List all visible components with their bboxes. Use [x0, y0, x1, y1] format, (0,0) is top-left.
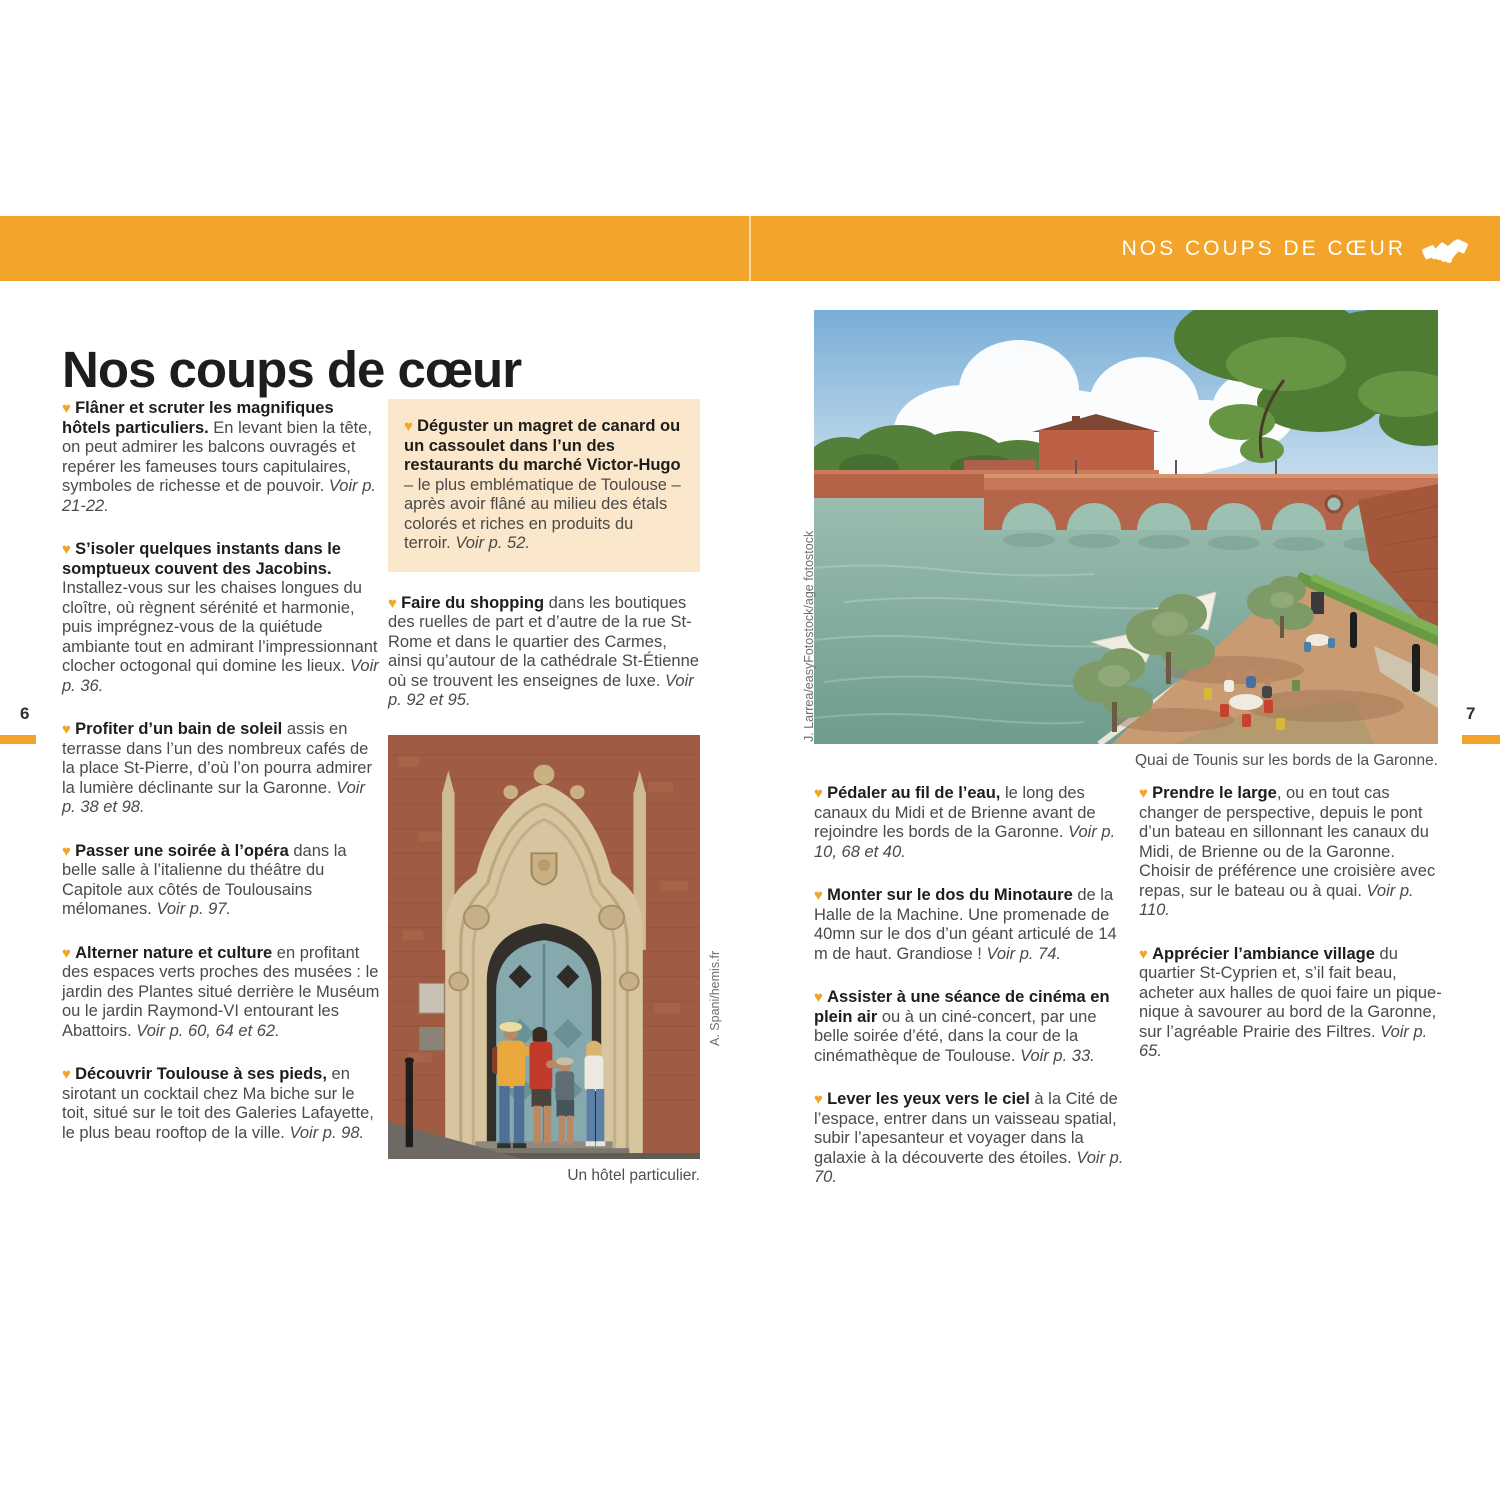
feature-item: ♥ Apprécier l’ambiance village du quartier St-Cyprien et, s’il fait beau, acheter aux halles de quoi faire un pique-nique à savourer au bord de la Garonne, sur l’agréable Prairie des Filtres. Voir p. 65.: [1139, 944, 1442, 1060]
feature-item: ♥ Pédaler au fil de l’eau, le long des canaux du Midi et de Brienne avant de rejoindre les bords de la Garonne. Voir p. 10, 68 et 40.: [814, 784, 1116, 861]
heart-icon: ♥: [62, 944, 76, 962]
feature-item: ♥ Monter sur le dos du Minotaure de la Halle de la Machine. Une promenade de 40mn sur le dos d’un géant articulé de 14 m de haut. Grandiose ! Voir p. 74.: [814, 886, 1117, 963]
page-number-left: 6: [20, 704, 30, 723]
right-column-1: [814, 784, 1124, 1212]
feature-item: ♥ Déguster un magret de canard ou un cassoulet dans l’un des restaurants du marché Victor-Hugo – le plus emblématique de Toulouse – après avoir flâné au milieu des étals colorés et riches en produits du terroir. Voir p. 52.: [404, 417, 681, 552]
heart-icon: ♥: [814, 989, 828, 1006]
highlight-box: [388, 399, 700, 572]
middle-column-text: [388, 594, 700, 711]
feature-item: ♥ Faire du shopping dans les boutiques des ruelles de part et d’autre de la rue St-Rome et dans le quartier des Carmes, ainsi qu’autour de la cathédrale St-Étienne où se trouvent les enseignes de luxe. Voir p. 92 et 95.: [388, 593, 699, 709]
feature-item: ♥ Passer une soirée à l’opéra dans la belle salle à l’italienne du théâtre du Capitole aux côtés de Toulousains mélomanes. Voir p. 97.: [62, 841, 347, 918]
photo-caption: Quai de Tounis sur les bords de la Garonne.: [1134, 752, 1438, 769]
heart-icon: ♥: [62, 541, 76, 558]
heart-icon: ♥: [814, 785, 828, 802]
heart-icon: ♥: [814, 887, 828, 904]
feature-item: ♥ Profiter d’un bain de soleil assis en terrasse dans l’un des nombreux cafés de la place St-Pierre, d’où l’on pourra admirer la lumière déclinante sur la Garonne. Voir p. 38 et 98.: [62, 720, 372, 816]
garonne-quai-photo: [814, 310, 1438, 744]
hotel-particulier-photo: [388, 735, 700, 1159]
heart-icon: ♥: [1139, 945, 1153, 963]
feature-item: ♥ Alterner nature et culture en profitant des espaces verts proches des musées : le jardin des Plantes situé derrière le Muséum ou le jardin Raymond-VI entourant les Abattoirs. Voir p. 60, 64 et 62.: [62, 943, 380, 1040]
photo-caption: Un hôtel particulier.: [567, 1166, 700, 1184]
heart-icon: ♥: [62, 721, 76, 738]
right-column-2: [1139, 784, 1449, 1086]
heart-icon: ♥: [62, 400, 76, 417]
photo-credit: A. Spani/hemis.fr: [708, 950, 722, 1046]
feature-item: ♥ Prendre le large, ou en tout cas changer de perspective, depuis le pont d’un bateau en sillonnant les canaux du Midi, de Brienne ou de la Garonne. Choisir de préférence une croisière avec repas, sur le bateau ou à quai. Voir p. 110.: [1139, 784, 1436, 919]
heart-icon: ♥: [388, 594, 402, 612]
banner-title: NOS COUPS DE CŒUR: [1121, 236, 1406, 260]
heart-icon: ♥: [814, 1091, 828, 1108]
heart-icon: ♥: [404, 418, 418, 435]
page-number-right: 7: [1466, 704, 1476, 723]
heart-icon: ♥: [62, 1066, 76, 1083]
feature-item: ♥ Découvrir Toulouse à ses pieds, en sirotant un cocktail chez Ma biche sur le toit, situé sur le toit des Galeries Lafayette, le plus beau rooftop de la ville. Voir p. 98.: [62, 1065, 374, 1142]
page-marker-bar-right: [1462, 735, 1500, 744]
page-marker-bar-left: [0, 735, 36, 744]
photo-credit: J. Larrea/easyFotostock/age fotostock: [802, 530, 816, 742]
feature-item: ♥ Flâner et scruter les magnifiques hôtels particuliers. En levant bien la tête, on peut admirer les balcons ouvragés et repérer les fameuses tours capitulaires, symboles de richesse et de pouvoir. Voir p. 21-22.: [62, 399, 376, 515]
page-gutter-line: [749, 216, 751, 281]
feature-item: ♥ Assister à une séance de cinéma en plein air ou à un ciné-concert, par une belle soirée d’été, dans la cour de la cinémathèque de Toulouse. Voir p. 33.: [814, 988, 1110, 1065]
heart-icon: ♥: [62, 842, 76, 860]
handshake-icon: [1422, 231, 1468, 267]
middle-column: [388, 399, 700, 1185]
page-title: Nos coups de cœur: [62, 341, 522, 399]
left-column: [62, 399, 382, 1167]
feature-item: ♥ Lever les yeux vers le ciel à la Cité de l’espace, entrer dans un vaisseau spatial, subir l’apesanteur et voyager dans la galaxie à la découverte des étoiles. Voir p. 70.: [814, 1090, 1124, 1186]
feature-item: ♥ S’isoler quelques instants dans le somptueux couvent des Jacobins. Installez-vous sur les chaises longues du cloître, où règnent sérénité et harmonie, puis imprégnez-vous de la quiétude ambiante tout en admirant l’impressionnant clocher octogonal qui domine les lieux. Voir p. 36.: [62, 540, 379, 695]
heart-icon: ♥: [1139, 785, 1153, 802]
